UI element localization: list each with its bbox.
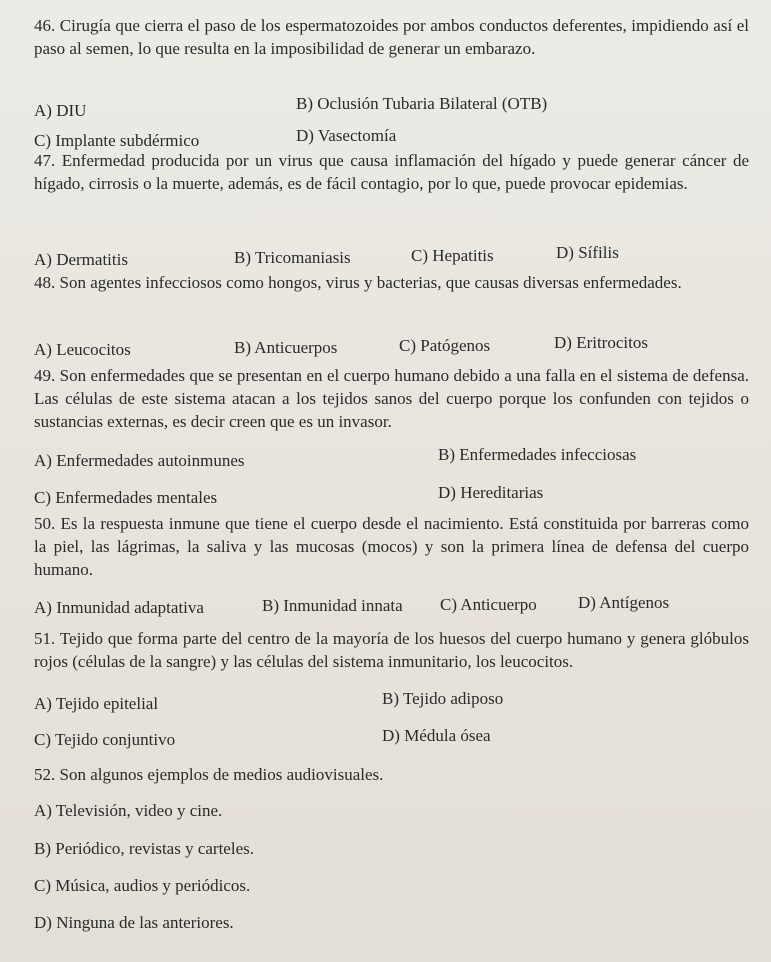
question-49 [34, 364, 749, 433]
q50-option-b[interactable]: B) Inmunidad innata [262, 596, 403, 615]
question-47 [34, 149, 749, 195]
question-52-text: 52. Son algunos ejemplos de medios audiovisuales. [34, 765, 384, 784]
q52-option-a[interactable]: A) Televisión, video y cine. [34, 801, 223, 820]
q46-option-b[interactable]: B) Oclusión Tubaria Bilateral (OTB) [296, 94, 548, 113]
q51-option-b[interactable]: B) Tejido adiposo [382, 689, 504, 708]
question-48-text: 48. Son agentes infecciosos como hongos, virus y bacterias, que causas diversas enfermedades. [34, 273, 682, 292]
q47-option-c[interactable]: C) Hepatitis [411, 246, 494, 265]
question-50-text: 50. Es la respuesta inmune que tiene el cuerpo desde el nacimiento. Está constituida por barreras como la piel, las lágrimas, la saliva y las mucosas (mocos) y son la primera línea de defensa del cuerpo humano. [34, 514, 749, 579]
q51-option-a[interactable]: A) Tejido epitelial [34, 694, 159, 713]
q49-option-d[interactable]: D) Hereditarias [438, 483, 544, 502]
q52-option-b[interactable]: B) Periódico, revistas y carteles. [34, 839, 254, 858]
q50-option-d[interactable]: D) Antígenos [578, 593, 670, 612]
q48-option-a[interactable]: A) Leucocitos [34, 340, 131, 359]
q47-option-d[interactable]: D) Sífilis [556, 243, 619, 262]
q46-option-c[interactable]: C) Implante subdérmico [34, 131, 200, 150]
q46-option-a[interactable]: A) DIU [34, 101, 87, 120]
q49-option-b[interactable]: B) Enfermedades infecciosas [438, 445, 637, 464]
q52-option-c[interactable]: C) Música, audios y periódicos. [34, 876, 251, 895]
q47-option-a[interactable]: A) Dermatitis [34, 250, 128, 269]
q48-option-b[interactable]: B) Anticuerpos [234, 338, 338, 357]
q49-option-a[interactable]: A) Enfermedades autoinmunes [34, 451, 245, 470]
q49-option-c[interactable]: C) Enfermedades mentales [34, 488, 218, 507]
question-47-text: 47. Enfermedad producida por un virus que causa inflamación del hígado y puede generar cáncer de hígado, cirrosis o la muerte, además, es de fácil contagio, por lo que, puede provocar epidemias. [34, 151, 749, 193]
question-52 [34, 763, 749, 786]
question-46 [34, 14, 749, 60]
question-49-text: 49. Son enfermedades que se presentan en el cuerpo humano debido a una falla en el sistema de defensa. Las células de este sistema atacan a los tejidos sanos del cuerpo porque los confunden con tejidos o sustancias externas, es decir creen que es un invasor. [34, 366, 749, 431]
q47-option-b[interactable]: B) Tricomaniasis [234, 248, 351, 267]
q51-option-d[interactable]: D) Médula ósea [382, 726, 491, 745]
q46-option-d[interactable]: D) Vasectomía [296, 126, 397, 145]
q48-option-c[interactable]: C) Patógenos [399, 336, 491, 355]
question-46-text: 46. Cirugía que cierra el paso de los espermatozoides por ambos conductos deferentes, impidiendo así el paso al semen, lo que resulta en la imposibilidad de generar un embarazo. [34, 16, 749, 58]
question-50 [34, 512, 749, 581]
q51-option-c[interactable]: C) Tejido conjuntivo [34, 730, 176, 749]
question-51-text: 51. Tejido que forma parte del centro de la mayoría de los huesos del cuerpo humano y genera glóbulos rojos (células de la sangre) y las células del sistema inmunitario, los leucocitos. [34, 629, 749, 671]
q52-option-d[interactable]: D) Ninguna de las anteriores. [34, 913, 234, 932]
question-48 [34, 271, 749, 294]
question-51 [34, 627, 749, 673]
q48-option-d[interactable]: D) Eritrocitos [554, 333, 648, 352]
q50-option-c[interactable]: C) Anticuerpo [440, 595, 537, 614]
q50-option-a[interactable]: A) Inmunidad adaptativa [34, 598, 204, 617]
